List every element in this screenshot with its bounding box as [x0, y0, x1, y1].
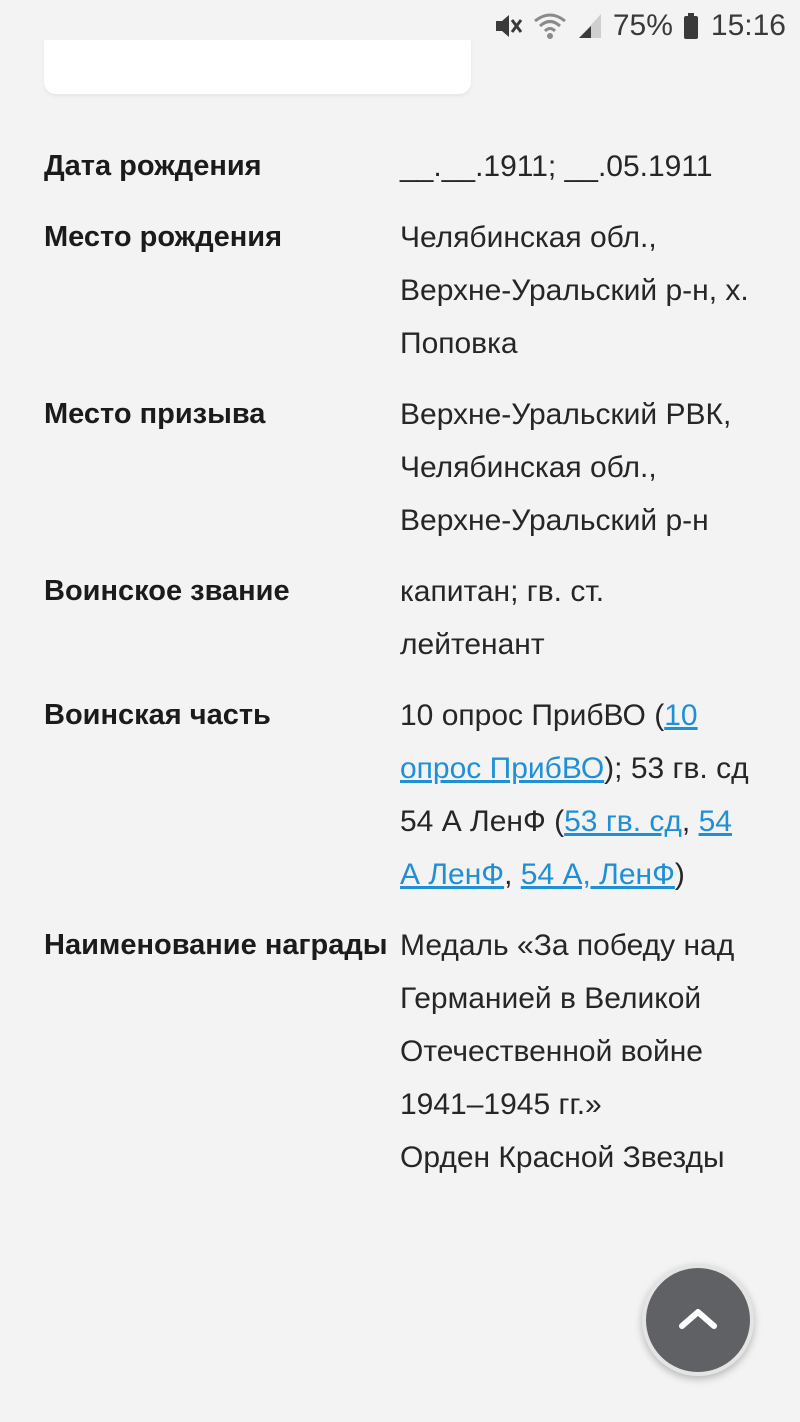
- unit-value: [400, 689, 750, 901]
- unit-text: 10 опрос ПрибВО (: [400, 699, 665, 732]
- unit-separator: ,: [681, 805, 699, 838]
- birth-place-label: Место рождения: [44, 221, 283, 253]
- detail-row-draft-place: [44, 388, 764, 547]
- signal-icon: [577, 12, 603, 40]
- award-order: Орден Красной Звезды: [400, 1141, 725, 1174]
- birth-date-label: Дата рождения: [44, 150, 262, 182]
- rank-label: Воинское звание: [44, 575, 290, 607]
- unit-text: ): [674, 858, 685, 891]
- unit-link-53-gv-sd[interactable]: 53 гв. сд: [564, 805, 682, 838]
- rank-value: капитан; гв. ст. лейтенант: [400, 575, 605, 661]
- battery-percent: 75%: [612, 9, 673, 42]
- draft-place-label: Место призыва: [44, 398, 266, 430]
- birth-place-value: Челябинская обл., Верхне-Уральский р-н, х. Поповка: [400, 221, 749, 360]
- header-card: [44, 40, 471, 94]
- detail-row-unit: [44, 689, 764, 901]
- award-value: [400, 919, 750, 1184]
- clock: 15:16: [710, 9, 786, 42]
- chevron-up-icon: [678, 1306, 718, 1334]
- unit-separator: ,: [504, 858, 521, 891]
- detail-row-birth-place: [44, 211, 764, 370]
- detail-row-rank: [44, 565, 764, 671]
- unit-text: ); 53 гв. сд 54 А ЛенФ (: [400, 752, 749, 838]
- mute-icon: [493, 12, 523, 40]
- unit-link-54-a-lenf-front[interactable]: 54 А, ЛенФ: [520, 858, 675, 891]
- detail-row-birth-date: [44, 140, 764, 193]
- award-label: Наименование награды: [44, 929, 388, 961]
- soldier-details: [44, 140, 764, 1202]
- award-medal: Медаль «За победу над Германией в Великой Отечественной войне 1941–1945 гг.»: [400, 929, 735, 1121]
- wifi-icon: [533, 12, 567, 40]
- draft-place-value: Верхне-Уральский РВК, Челябинская обл., Верхне-Уральский р-н: [400, 398, 732, 537]
- unit-link-10-opros[interactable]: 10 опрос ПрибВО: [400, 699, 698, 785]
- unit-link-54-a-lenf[interactable]: 54 А ЛенФ: [400, 805, 732, 891]
- battery-icon: [683, 12, 699, 40]
- birth-date-value: __.__.1911; __.05.1911: [400, 150, 713, 183]
- scroll-to-top-button[interactable]: [642, 1264, 754, 1376]
- detail-row-award: [44, 919, 764, 1184]
- unit-label: Воинская часть: [44, 699, 271, 731]
